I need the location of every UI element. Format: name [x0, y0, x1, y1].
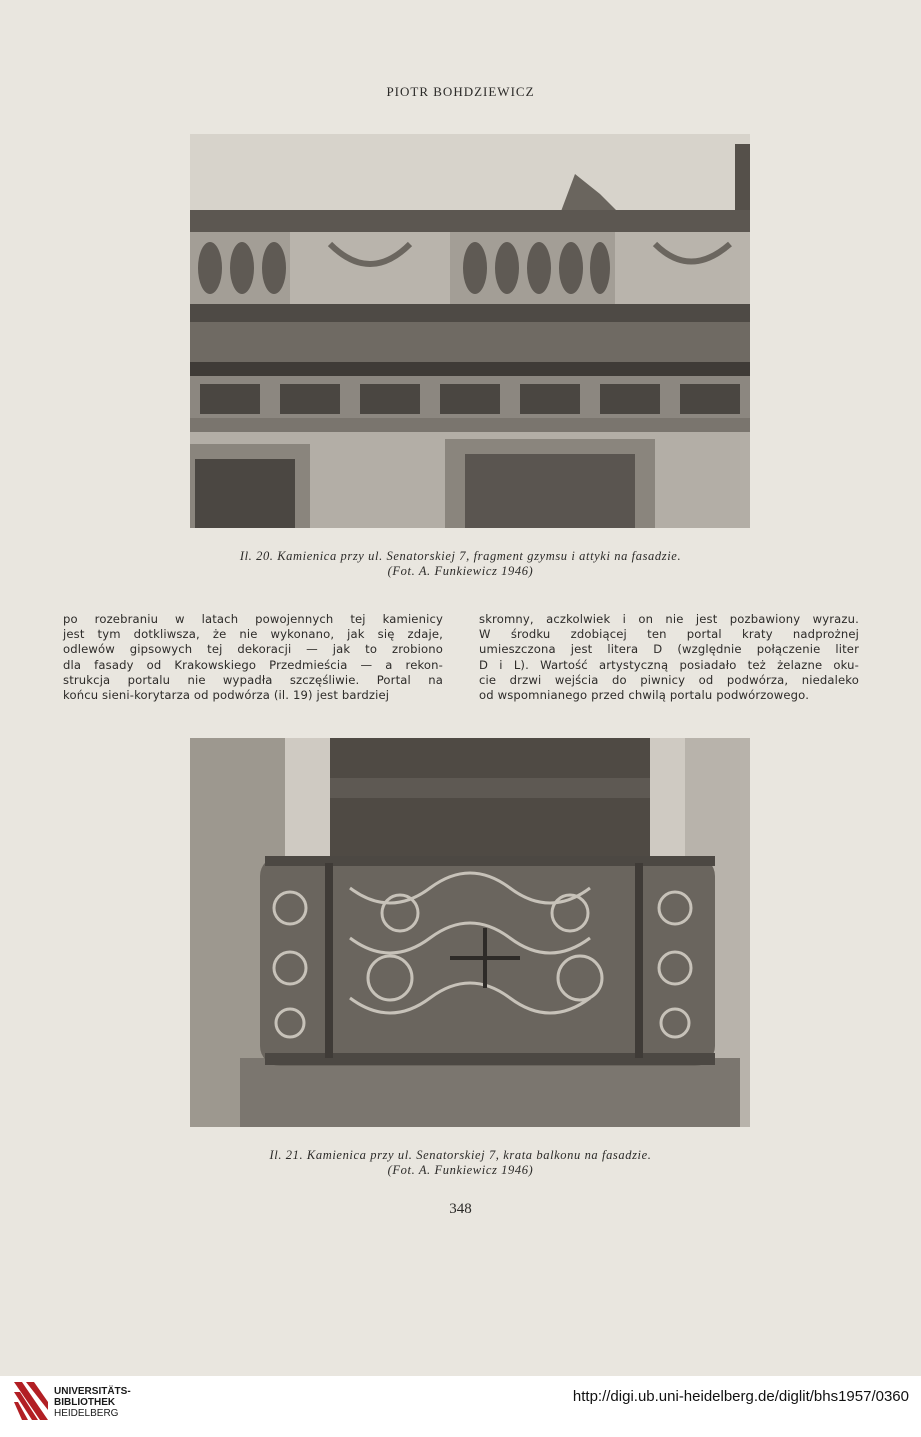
photo-balcony-grille — [190, 738, 750, 1127]
figure-caption-21-credit: (Fot. A. Funkiewicz 1946) — [387, 1163, 534, 1177]
photo-cornice-attic — [190, 134, 750, 528]
source-url-link[interactable]: http://digi.ub.uni-heidelberg.de/diglit/bhs1957/0360 — [572, 1388, 909, 1405]
figure-caption-20 — [0, 549, 921, 579]
text-line: od wspomnianego przed chwilą portalu podwórzowego. — [479, 688, 810, 703]
text-line: jest tym dotkliwsza, że nie wykonano, jak się zdaje, — [63, 627, 443, 642]
library-logo-icon — [12, 1380, 50, 1424]
figure-caption-20-credit: (Fot. A. Funkiewicz 1946) — [387, 564, 534, 578]
text-line: strukcja portalu nie wypadła szczęśliwie. Portal na — [63, 672, 443, 687]
figure-caption-21-title: Il. 21. Kamienica przy ul. Senatorskiej 7, krata balkonu na fasadzie. — [269, 1148, 652, 1162]
photo-cornice-attic-image — [190, 134, 750, 528]
page-number: 348 — [449, 1201, 472, 1217]
text-line: końcu sieni-korytarza od podwórza (il. 19) jest bardziej — [63, 688, 390, 703]
figure-caption-21 — [0, 1148, 921, 1178]
figure-caption-20-title: Il. 20. Kamienica przy ul. Senatorskiej 7, fragment gzymsu i attyki na fasadzie. — [239, 549, 682, 563]
text-line: umieszczona jest litera D (względnie połączenie liter — [479, 642, 859, 657]
text-column-left — [63, 612, 443, 703]
text-line: po rozebraniu w latach powojennych tej kamienicy — [63, 612, 443, 626]
running-head-author: PIOTR BOHDZIEWICZ — [386, 84, 535, 99]
text-line: W środku zdobiącej ten portal kraty nadprożnej — [479, 627, 859, 642]
text-line: dla fasady od Krakowskiego Przedmieścia — a rekon- — [63, 657, 443, 672]
photo-balcony-grille-image — [190, 738, 750, 1127]
text-column-right — [479, 612, 859, 703]
text-line: D i L). Wartość artystyczną posiadało też żelazne oku- — [479, 657, 859, 672]
text-line: skromny, aczkolwiek i on nie jest pozbawiony wyrazu. — [479, 612, 859, 626]
footer-bar — [0, 1376, 921, 1437]
text-line: cie drzwi wejścia do piwnicy od podwórza, niedaleko — [479, 672, 859, 687]
library-name — [54, 1386, 131, 1419]
library-name-line3: HEIDELBERG — [54, 1408, 119, 1419]
library-name-line1: UNIVERSITÄTS- — [54, 1386, 131, 1397]
library-name-line2: BIBLIOTHEK — [54, 1397, 116, 1408]
text-line: odlewów gipsowych tej dekoracji — jak to zrobiono — [63, 642, 443, 657]
